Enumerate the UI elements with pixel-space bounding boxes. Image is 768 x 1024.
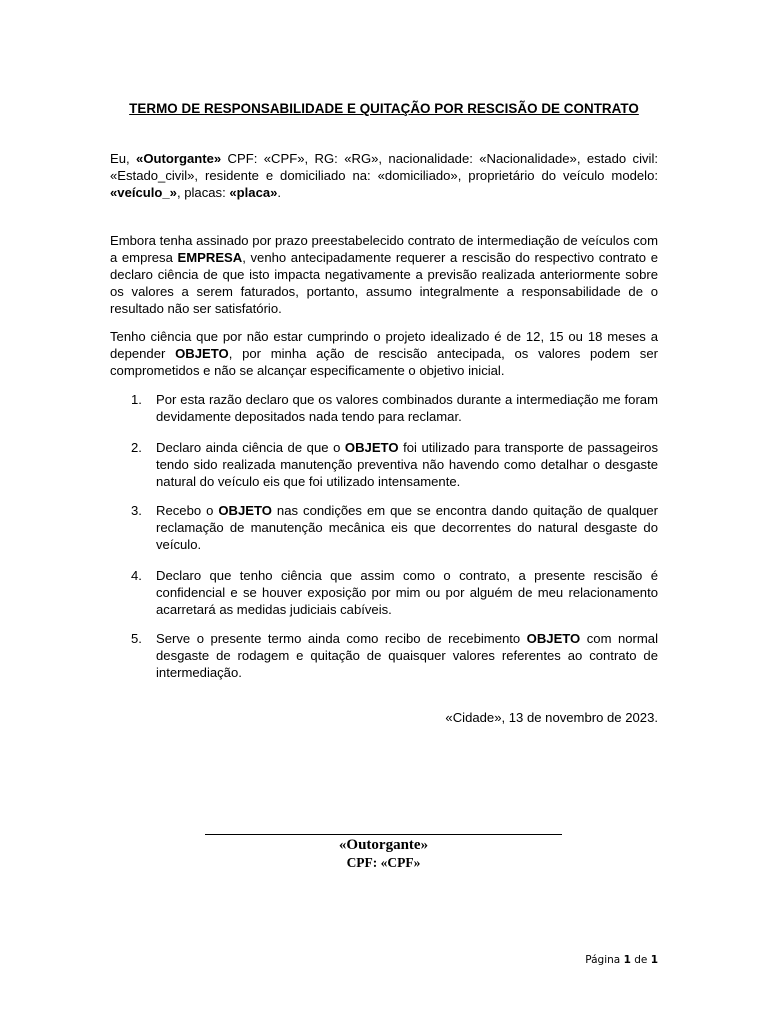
list-text (156, 567, 658, 618)
paragraph-identification (110, 150, 658, 201)
text-run: Eu, (110, 151, 137, 166)
text-run: foi utilizado para transporte de passageiros tendo sido realizada manutenção preventiva não havendo como detalhar o desgaste natural do veículo eis que foi utilizado intensamente. (156, 440, 659, 489)
signatory-cpf: CPF: «CPF» (346, 855, 421, 870)
list-number: 1. (131, 392, 142, 407)
text-run: Serve o presente termo ainda como recibo de recebimento (156, 631, 527, 646)
bold-field-empresa: EMPRESA (177, 250, 243, 265)
list-number: 4. (131, 568, 142, 583)
list-item (131, 567, 658, 618)
place-date-line: «Cidade», 13 de novembro de 2023. (445, 710, 658, 725)
text-run: Por esta razão declaro que os valores combinados durante a intermediação me foram devidamente depositados nada tendo para reclamar. (156, 392, 658, 424)
page-number-footer (585, 954, 658, 966)
text-run: Recebo o (156, 503, 219, 518)
text-run: Embora tenha assinado por prazo preestabelecido contrato de intermediação de veículos com a empresa (110, 233, 658, 265)
list-item (131, 630, 658, 681)
bold-field-objeto: OBJETO (526, 631, 581, 646)
list-number: 5. (131, 631, 142, 646)
bold-field-objeto: OBJETO (218, 503, 272, 518)
list-number: 2. (131, 440, 142, 455)
bold-field-objeto: OBJETO (175, 346, 229, 361)
text-run: Declaro ainda ciência de que o (156, 440, 345, 455)
text-run: . (277, 185, 282, 200)
text-run: nas condições em que se encontra dando quitação de qualquer reclamação de manutenção mecânica eis que decorrentes do natural desgaste do veículo. (156, 503, 658, 552)
list-text (156, 502, 658, 553)
text-run: CPF: «CPF», RG: «RG», nacionalidade: «Nacionalidade», estado civil: «Estado_civil», residente e domiciliado na: «domiciliado», proprietário do veículo modelo: (110, 151, 658, 183)
text-run: Declaro que tenho ciência que assim como o contrato, a presente rescisão é confidencial e se houver exposição por mim ou por alguém de meu relacionamento acarretará as medidas judiciais cabíveis. (156, 568, 658, 617)
signature-line (205, 834, 562, 835)
text-run: com normal desgaste de rodagem e quitação de quaisquer valores referentes ao contrato de intermediação. (156, 631, 658, 680)
list-text (156, 439, 658, 490)
footer-middle: de (630, 954, 651, 966)
text-run: , venho antecipadamente requerer a rescisão do respectivo contrato e declaro ciência de que isto impacta negativamente a previsão realizada anteriormente sobre os valores a serem faturados, portanto, assumo integralmente a responsabilidade de o resultado não ser satisfatório. (110, 250, 658, 316)
list-item (131, 502, 658, 553)
total-pages: 1 (650, 954, 658, 966)
paragraph-rescission (110, 232, 658, 317)
text-run: , placas: (176, 185, 230, 200)
list-text (156, 391, 658, 425)
text-run: , por minha ação de rescisão antecipada, os valores podem ser comprometidos e não se alcançar especificamente o objetivo inicial. (110, 346, 658, 378)
bold-field-objeto: OBJETO (344, 440, 399, 455)
bold-field-outorgante: «Outorgante» (136, 151, 222, 166)
list-item (131, 391, 658, 425)
paragraph-awareness (110, 328, 658, 379)
bold-field-veiculo: «veículo_» (110, 185, 177, 200)
bold-field-placa: «placa» (229, 185, 278, 200)
current-page: 1 (623, 954, 631, 966)
list-number: 3. (131, 503, 142, 518)
signatory-name: «Outorgante» (338, 837, 429, 853)
list-item (131, 439, 658, 490)
text-run: Tenho ciência que por não estar cumprindo o projeto idealizado é de 12, 15 ou 18 meses a depender (110, 329, 658, 361)
footer-prefix: Página (585, 954, 624, 966)
document-title: TERMO DE RESPONSABILIDADE E QUITAÇÃO POR RESCISÃO DE CONTRATO (129, 101, 639, 116)
list-text (156, 630, 658, 681)
